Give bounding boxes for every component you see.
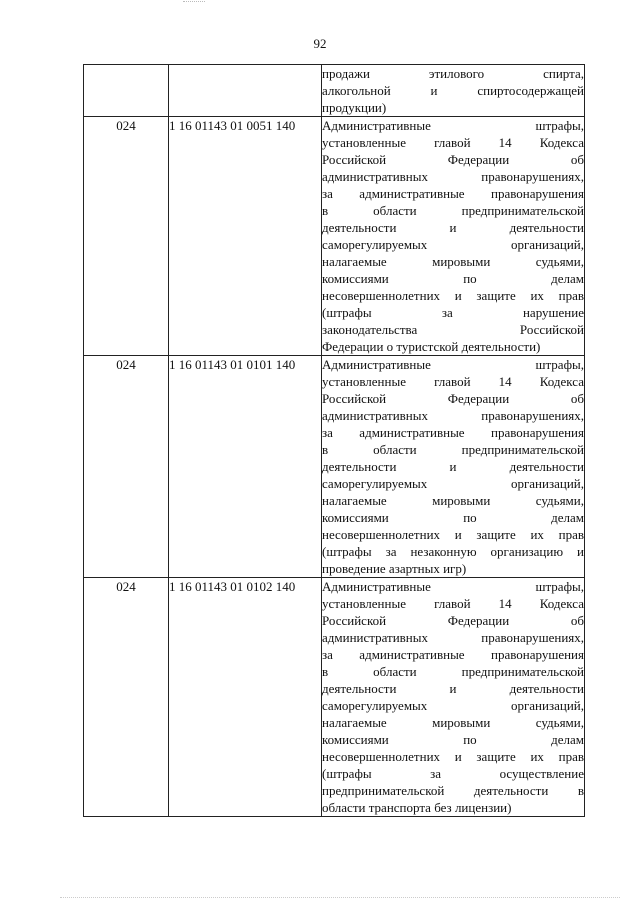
revenue-name-cell <box>322 65 585 117</box>
scan-artifact-footer <box>60 897 620 899</box>
table-row <box>84 117 585 356</box>
revenue-name-line: комиссиями по делам <box>322 271 584 286</box>
revenue-name-line: деятельности и деятельности <box>322 681 584 696</box>
table-row <box>84 65 585 117</box>
revenue-name-line: Административные штрафы, <box>322 579 584 594</box>
table-row <box>84 578 585 817</box>
revenue-name-cell <box>322 356 585 578</box>
scan-artifact <box>183 1 205 3</box>
revenue-name-line: несовершеннолетних и защите их прав <box>322 288 584 303</box>
revenue-name-line: комиссиями по делам <box>322 732 584 747</box>
revenue-name-line: деятельности и деятельности <box>322 459 584 474</box>
revenue-name-line: (штрафы за осуществление <box>322 766 584 781</box>
revenue-name-line: области транспорта без лицензии) <box>322 800 512 815</box>
admin-code-cell: 024 <box>84 578 169 817</box>
revenue-name-line: Административные штрафы, <box>322 357 584 372</box>
revenue-name-line: административных правонарушениях, <box>322 169 584 184</box>
revenue-name-line: административных правонарушениях, <box>322 408 584 423</box>
kbk-code-cell: 1 16 01143 01 0101 140 <box>169 356 322 578</box>
revenue-name-line: установленные главой 14 Кодекса <box>322 374 584 389</box>
revenue-name-line: Российской Федерации об <box>322 152 584 167</box>
kbk-code-cell: 1 16 01143 01 0102 140 <box>169 578 322 817</box>
revenue-name-line: за административные правонарушения <box>322 186 584 201</box>
revenue-name-line: алкогольной и спиртосодержащей <box>322 83 584 98</box>
revenue-name-line: несовершеннолетних и защите их прав <box>322 527 584 542</box>
revenue-name-line: саморегулируемых организаций, <box>322 698 584 713</box>
revenue-name-line: предпринимательской деятельности в <box>322 783 584 798</box>
revenue-name-line: установленные главой 14 Кодекса <box>322 135 584 150</box>
revenue-name-line: Административные штрафы, <box>322 118 584 133</box>
revenue-name-line: за административные правонарушения <box>322 647 584 662</box>
revenue-name-line: в области предпринимательской <box>322 442 584 457</box>
revenue-name-line: в области предпринимательской <box>322 203 584 218</box>
revenue-name-line: Российской Федерации об <box>322 391 584 406</box>
revenue-name-line: налагаемые мировыми судьями, <box>322 254 584 269</box>
kbk-code-cell <box>169 65 322 117</box>
revenue-codes-table <box>83 64 585 817</box>
revenue-name-line: законодательства Российской <box>322 322 584 337</box>
kbk-code-cell: 1 16 01143 01 0051 140 <box>169 117 322 356</box>
revenue-name-line: продукции) <box>322 100 387 115</box>
revenue-name-line: комиссиями по делам <box>322 510 584 525</box>
revenue-name-line: установленные главой 14 Кодекса <box>322 596 584 611</box>
revenue-name-line: саморегулируемых организаций, <box>322 237 584 252</box>
revenue-name-line: саморегулируемых организаций, <box>322 476 584 491</box>
revenue-name-line: налагаемые мировыми судьями, <box>322 715 584 730</box>
revenue-name-cell <box>322 117 585 356</box>
revenue-name-line: (штрафы за незаконную организацию и <box>322 544 584 559</box>
admin-code-cell: 024 <box>84 117 169 356</box>
table-row <box>84 356 585 578</box>
revenue-name-line: проведение азартных игр) <box>322 561 467 576</box>
revenue-name-line: Российской Федерации об <box>322 613 584 628</box>
revenue-name-line: административных правонарушениях, <box>322 630 584 645</box>
revenue-name-line: Федерации о туристской деятельности) <box>322 339 541 354</box>
page-number: 92 <box>313 36 327 51</box>
revenue-name-line: в области предпринимательской <box>322 664 584 679</box>
revenue-name-line: несовершеннолетних и защите их прав <box>322 749 584 764</box>
revenue-name-line: деятельности и деятельности <box>322 220 584 235</box>
revenue-name-cell <box>322 578 585 817</box>
revenue-name-line: налагаемые мировыми судьями, <box>322 493 584 508</box>
revenue-name-line: за административные правонарушения <box>322 425 584 440</box>
admin-code-cell <box>84 65 169 117</box>
revenue-name-line: продажи этилового спирта, <box>322 66 584 81</box>
admin-code-cell: 024 <box>84 356 169 578</box>
revenue-name-line: (штрафы за нарушение <box>322 305 584 320</box>
